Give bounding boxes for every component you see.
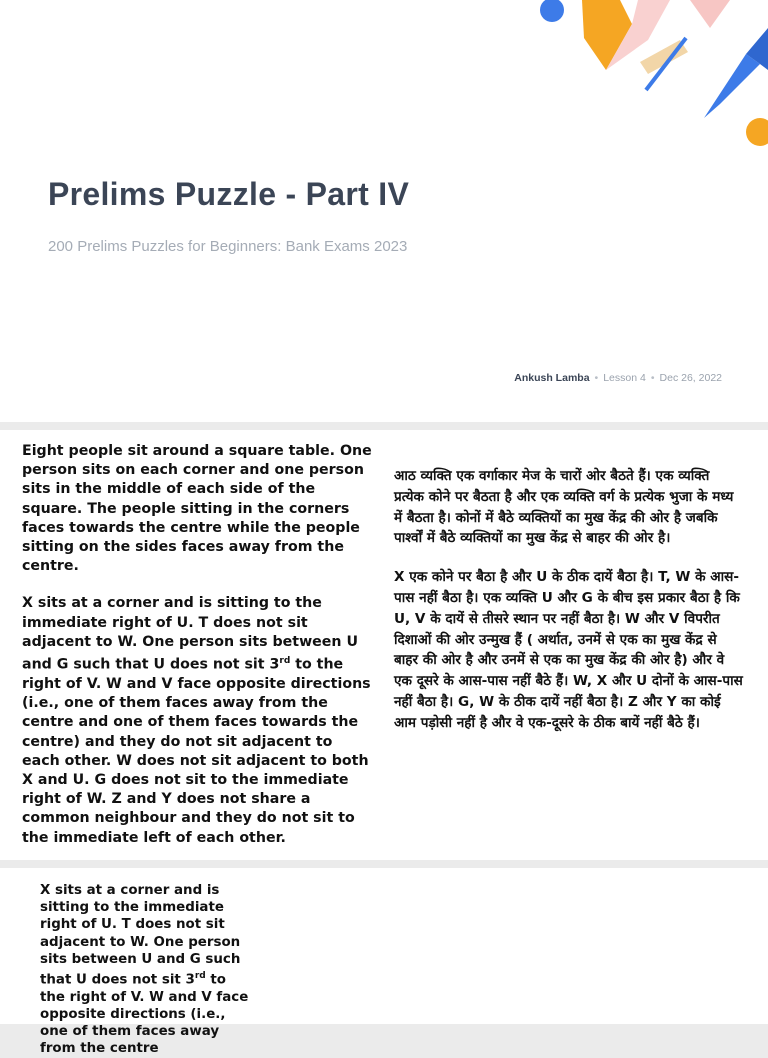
separator-dot-icon: • [594,372,599,384]
pink-triangle-shape [690,0,730,28]
decorative-stationery-illustration [520,0,768,160]
lesson-meta [514,372,722,384]
lesson-date: Dec 26, 2022 [659,372,722,384]
page-subtitle: 200 Prelims Puzzles for Beginners: Bank Exams 2023 [48,238,408,255]
excerpt-part-b: to the right of V. W and V face opposite directions (i.e., one of them faces away from the centre [40,972,249,1057]
ordinal-superscript: rd [279,656,291,667]
fountain-pen-icon [704,54,760,118]
hindi-paragraph-1: आठ व्यक्ति एक वर्गाकार मेज के चारों ओर बैठते हैं। एक व्यक्ति प्रत्येक कोने पर बैठता है और एक व्यक्ति वर्ग के प्रत्येक भुजा के मध्य में बैठता है। कोनों में बैठे व्यक्तियों का मुख केंद्र की ओर है जबकि पार्श्वों में बैठे व्यक्तियों का मुख केंद्र से बाहर की ओर है। [394,468,734,547]
english-excerpt [40,882,254,1058]
ordinal-superscript: rd [194,971,206,982]
english-question [22,442,374,866]
pencil-icon [582,0,632,70]
lesson-number: Lesson 4 [603,372,646,384]
english-paragraph-2-part-a: X sits at a corner and is sitting to the immediate right of U. T does not sit adjacent to W. One person sits between U and G such that U does not sit 3 [22,595,358,673]
next-page [0,868,768,1057]
english-paragraph-1: Eight people sit around a square table. One person sits on each corner and one person sits in the middle of each side of the square. The people sitting in the corners faces towards the centre while the people sitting on the sides faces away from the centre. [22,443,372,575]
hindi-paragraph-2: X एक कोने पर बैठा है और U के ठीक दायें बैठा है। T, W के आस-पास नहीं बैठा है। एक व्यक्ति U और G के बीच इस प्रकार बैठा है कि U, V के दायें से तीसरे स्थान पर नहीं बैठा है। W और V विपरीत दिशाओं की ओर उन्मुख हैं ( अर्थात, उनमें से एक का मुख केंद्र से बाहर की ओर है और उनमें से एक का मुख केंद्र की ओर है) और वे एक दूसरे के आस-पास नहीं बैठे हैं। W, X और U दोनों के आस-पास नहीं बैठा है। G, W के ठीक दायें नहीं बैठा है। Z और Y का कोई आम पड़ोसी नहीं है और वे एक-दूसरे के ठीक बायें नहीं बैठे हैं। [394,569,743,731]
author-name: Ankush Lamba [514,372,590,384]
english-paragraph-2 [22,594,374,847]
english-paragraph-2-part-b: to the right of V. W and V face opposite directions (i.e., one of them faces away from the centre and one of them faces towards the centre) and they do not sit adjacent to each other. W does not sit adjacent to both X and U. G does not sit to the immediate right of W. Z and Y does not share a common neighbour and they do not sit to the immediate left of each other. [22,656,371,846]
excerpt-part-a: X sits at a corner and is sitting to the immediate right of U. T does not sit adjacent to W. One person sits between U and G such that U does not sit 3 [40,883,241,988]
hindi-question [394,466,744,752]
separator-dot-icon: • [650,372,655,384]
orange-dot-shape [746,118,768,146]
blue-dot-shape [540,0,564,22]
cover-page [0,0,768,422]
puzzle-page [0,430,768,860]
page-title: Prelims Puzzle - Part IV [48,176,410,212]
